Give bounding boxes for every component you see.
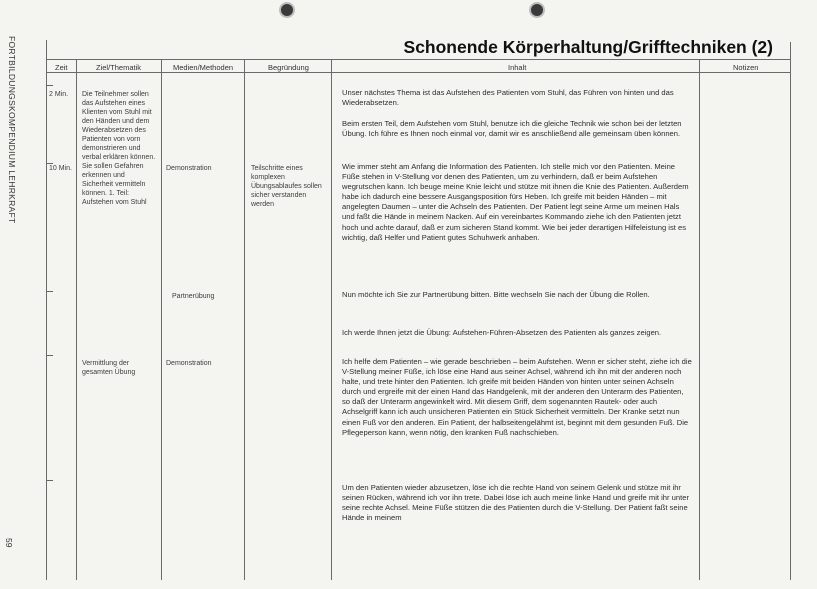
row-tick	[47, 85, 53, 86]
begruendung-cell: Teilschritte eines komplexen Übungsablaufes sollen sicher verstanden werden	[251, 165, 322, 208]
inhalt-paragraph: Ich helfe dem Patienten – wie gerade beschrieben – beim Aufstehen. Wenn er sicher steht, ziehe ich die V-Stellung meiner Füße, ich löse eine Hand aus seiner Achsel, während ich ihn mit der anderen noch halte, und trete hinter den Patienten. Ich greife mit beiden Händen von hinten unter seinen Achseln durch und ergreife mit der einen Hand das Handgelenk, mit der anderen den Unterarm des Patienten, so daß der Unterarm angewinkelt wird. Mit diesem Griff, dem sogenannten Rautek- oder auch Achselgriff kann ich auch unsicheren Patienten ein Stück Sicherheit vermitteln. Der Kranke setzt nun einen Fuß vor den anderen. Ein Patient, der halbseitengelähmt ist, beginnt mit dem gesunden Fuß. Die Pflegeperson kann, wenn nötig, den kranken Fuß nachschieben.	[342, 357, 692, 437]
ziel-cell: Vermittlung der gesamten Übung	[82, 360, 136, 376]
column-rule	[76, 59, 77, 580]
header-rule	[46, 72, 790, 73]
column-rule	[46, 40, 47, 580]
medien-cell: Demonstration	[166, 165, 212, 172]
ziel-cell: Die Teilnehmer sollen das Aufstehen eines Klienten vom Stuhl mit den Händen und dem Wiederabsetzen des Patienten von vorn demonstrieren und verbal erklären können. Sie sollen Gefahren erkennen und Sicherheit vermitteln können. 1. Teil: Aufstehen vom Stuhl	[82, 91, 156, 206]
inhalt-paragraph: Nun möchte ich Sie zur Partnerübung bitten. Bitte wechseln Sie nach der Übung die Rollen.	[342, 290, 650, 299]
inhalt-paragraph: Wie immer steht am Anfang die Information des Patienten. Ich stelle mich vor den Patienten. Meine Füße stehen in V-Stellung vor denen des Patienten, um zu verhindern, daß er beim Aufstehen wegrutschen kann. Ich beuge meine Knie leicht und stütze mit ihnen die Knie des Patienten. Außerdem habe ich dadurch eine bessere Ausgangsposition fürs Heben. Ich greife mit beiden Händen – mit angelegten Daumen – unter die Achseln des Patienten. Der Patient legt seine Arme um meinen Hals und faßt die Hände in meinem Nacken. Auf ein vereinbartes Kommando ziehe ich den Patienten jetzt hoch und achte darauf, daß er zum sicheren Stand kommt. Wie bei jeder derartigen Hilfeleistung ist es wichtig, daß Helfer und Patient gutes Schuhwerk anhaben.	[342, 162, 689, 242]
header-begruendung: Begründung	[268, 63, 309, 72]
header-inhalt: Inhalt	[508, 63, 527, 72]
binder-hole-left	[281, 4, 293, 16]
header-ziel: Ziel/Thematik	[96, 63, 142, 72]
header-notizen: Notizen	[733, 63, 759, 72]
zeit-cell: 2 Min.	[49, 91, 69, 98]
medien-cell: Partnerübung	[172, 293, 215, 300]
inhalt-paragraph: Beim ersten Teil, dem Aufstehen vom Stuhl, benutze ich die gleiche Technik wie schon bei der letzten Übung. Ich führe es Ihnen noch einmal vor, damit wir es anschließend alle gemeinsam üben können.	[342, 119, 682, 139]
medien-cell: Demonstration	[166, 360, 212, 367]
inhalt-paragraph: Um den Patienten wieder abzusetzen, löse ich die rechte Hand von seinem Gelenk und stütze mit ihr seinen Rücken, während ich vor ihn trete. Dabei löse ich auch meine linke Hand und greife mit ihr unter seine rechte Achsel. Meine Füße stützen die des Patienten durch die V-Stellung. Der Patient faßt seine Hände in meinem	[342, 483, 689, 523]
row-tick	[47, 355, 53, 356]
binder-hole-right	[531, 4, 543, 16]
header-zeit: Zeit	[55, 63, 68, 72]
column-rule	[699, 59, 700, 580]
page-number: 59	[4, 538, 14, 548]
row-tick	[47, 480, 53, 481]
header-medien: Medien/Methoden	[173, 63, 234, 72]
column-rule	[331, 59, 332, 580]
inhalt-paragraph: Ich werde Ihnen jetzt die Übung: Aufstehen-Führen-Absetzen des Patienten als ganzes zeigen.	[342, 328, 662, 337]
column-rule	[244, 59, 245, 580]
top-rule	[46, 59, 790, 60]
inhalt-paragraph: Unser nächstes Thema ist das Aufstehen des Patienten vom Stuhl, das Führen von hinten und das Wiederabsetzen.	[342, 88, 674, 108]
column-rule	[161, 59, 162, 580]
right-border	[790, 42, 791, 580]
page-title: Schonende Körperhaltung/Grifftechniken (2)	[403, 37, 773, 57]
side-label: FORTBILDUNGSKOMPENDIUM LEHRKRAFT	[7, 36, 17, 224]
zeit-cell: 10 Min.	[49, 165, 72, 172]
row-tick	[47, 291, 53, 292]
